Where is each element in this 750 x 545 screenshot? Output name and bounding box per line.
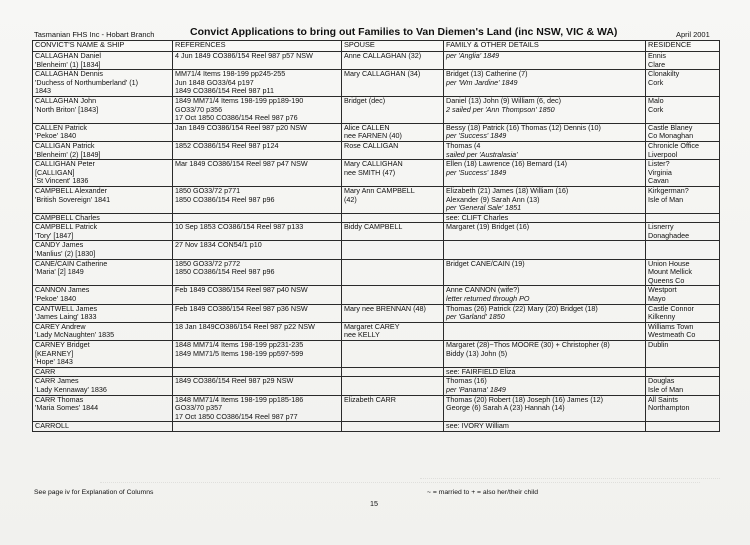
- residence-cell: [646, 141, 720, 159]
- cell-line: George (6) Sarah A (23) Hannah (14): [446, 403, 565, 413]
- cell-line: Mary CALLAGHAN (34): [344, 69, 421, 79]
- table-row: [33, 223, 720, 241]
- family-details-cell: [444, 259, 646, 286]
- spouse-cell: [342, 259, 444, 286]
- cell-line: Isle of Man: [648, 194, 684, 204]
- cell-line: CARR: [35, 367, 56, 376]
- cell-line: 1850 GO33/72 p771: [175, 186, 241, 195]
- references-cell: [173, 70, 342, 97]
- cell-line: [344, 377, 441, 386]
- table-row: [33, 341, 720, 368]
- cell-line: Liverpool: [648, 149, 678, 159]
- cell-line: MM71/4 Items 198-199 pp245-255: [175, 69, 286, 79]
- cell-line: Anne CANNON (wife?): [446, 285, 520, 295]
- convict-name-cell: [33, 259, 173, 286]
- cell-line: per 'Success' 1849: [446, 167, 507, 177]
- cell-line: [344, 368, 441, 377]
- references-cell: [173, 123, 342, 141]
- cell-line: CALLAGHAN Daniel: [35, 51, 101, 60]
- table-row: [33, 160, 720, 187]
- residence-cell: [646, 377, 720, 395]
- references-cell: [173, 367, 342, 377]
- cell-line: Westmeath Co: [648, 330, 696, 340]
- convict-name-cell: [33, 395, 173, 422]
- cell-line: Donaghadee: [648, 230, 690, 240]
- cell-line: Westport: [648, 285, 677, 295]
- family-details-cell: [444, 422, 646, 432]
- cell-line: 'British Sovereign' 1841: [35, 194, 111, 204]
- residence-cell: [646, 213, 720, 223]
- column-header: FAMILY & OTHER DETAILS: [444, 41, 646, 52]
- table-body: [33, 52, 720, 432]
- table-row: [33, 52, 720, 70]
- bleed-through-line: [100, 482, 700, 484]
- family-details-cell: [444, 286, 646, 304]
- family-details-cell: [444, 141, 646, 159]
- cell-line: see: FAIRFIELD Eliza: [446, 367, 516, 376]
- table-header-row: [33, 41, 720, 52]
- cell-line: Alexander (9) Sarah Ann (13): [446, 194, 540, 204]
- cell-line: [446, 241, 643, 250]
- cell-line: Elizabeth (21) James (18) William (16): [446, 186, 569, 195]
- spouse-cell: [342, 304, 444, 322]
- table-row: [33, 141, 720, 159]
- cell-line: nee KELLY: [344, 330, 380, 340]
- convict-name-cell: [33, 241, 173, 259]
- cell-line: see: IVORY William: [446, 421, 509, 431]
- cell-line: 1850 CO386/154 Reel 987 p96: [175, 267, 275, 277]
- cell-line: Mar 1849 CO386/154 Reel 987 p47 NSW: [175, 159, 308, 169]
- convict-name-cell: [33, 160, 173, 187]
- cell-line: 'Tory' [1847]: [35, 230, 74, 240]
- cell-line: Isle of Man: [648, 384, 684, 394]
- spouse-cell: [342, 395, 444, 422]
- cell-line: 17 Oct 1850 CO386/154 Reel 987 p77: [175, 411, 298, 421]
- spouse-cell: [342, 223, 444, 241]
- family-details-cell: [444, 341, 646, 368]
- cell-line: 'St Vincent' 1836: [35, 176, 89, 186]
- cell-line: 'Maria Somes' 1844: [35, 403, 99, 413]
- references-cell: [173, 304, 342, 322]
- cell-line: CAMPBELL Charles: [35, 213, 100, 222]
- residence-cell: [646, 322, 720, 340]
- cell-line: CAMPBELL Patrick: [35, 222, 98, 232]
- references-cell: [173, 377, 342, 395]
- table-row: [33, 123, 720, 141]
- cell-line: 1849 MM71/4 Items 198-199 pp189-190: [175, 96, 304, 105]
- convict-name-cell: [33, 223, 173, 241]
- references-cell: [173, 259, 342, 286]
- convict-name-cell: [33, 304, 173, 322]
- cell-line: CARR Thomas: [35, 395, 84, 404]
- cell-line: 10 Sep 1853 CO386/154 Reel 987 p133: [175, 222, 304, 232]
- cell-line: Cavan: [648, 176, 669, 186]
- cell-line: 1850 CO386/154 Reel 987 p96: [175, 194, 275, 204]
- family-details-cell: [444, 160, 646, 187]
- family-details-cell: [444, 322, 646, 340]
- residence-cell: [646, 160, 720, 187]
- cell-line: CAMPBELL Alexander: [35, 186, 108, 195]
- table-row: [33, 304, 720, 322]
- cell-line: 27 Nov 1834 CON54/1 p10: [175, 240, 262, 250]
- cell-line: [344, 214, 441, 223]
- cell-line: Jan 1849 CO386/154 Reel 987 p20 NSW: [175, 123, 307, 132]
- cell-line: 'Hope' 1843: [35, 357, 73, 367]
- spouse-cell: [342, 367, 444, 377]
- cell-line: Co Monaghan: [648, 131, 694, 141]
- references-cell: [173, 341, 342, 368]
- cell-line: [175, 422, 339, 431]
- cell-line: 'Maria' [2] 1849: [35, 267, 84, 277]
- cell-line: Feb 1849 CO386/154 Reel 987 p40 NSW: [175, 285, 308, 295]
- convict-name-cell: [33, 123, 173, 141]
- cell-line: Lisnerry: [648, 222, 674, 232]
- cell-line: [175, 368, 339, 377]
- residence-cell: [646, 422, 720, 432]
- cell-line: CARNEY Bridget: [35, 340, 90, 349]
- cell-line: All Saints: [648, 395, 678, 404]
- residence-cell: [646, 96, 720, 123]
- cell-line: Kilkenny: [648, 312, 676, 322]
- family-details-cell: [444, 96, 646, 123]
- family-details-cell: [444, 70, 646, 97]
- cell-line: 1849 MM71/5 Items 198-199 pp597-599: [175, 348, 304, 358]
- residence-cell: [646, 259, 720, 286]
- convict-name-cell: [33, 213, 173, 223]
- footer-note: See page iv for Explanation of Columns: [34, 489, 154, 496]
- convict-name-cell: [33, 422, 173, 432]
- cell-line: [CALLIGAN]: [35, 167, 75, 177]
- cell-line: 'Pekoe' 1840: [35, 131, 77, 141]
- column-header: REFERENCES: [173, 41, 342, 52]
- cell-line: Alice CALLEN: [344, 123, 390, 132]
- cell-line: GO33/70 p357: [175, 403, 223, 413]
- cell-line: 'Lady McNaughten' 1835: [35, 330, 115, 340]
- cell-line: letter returned through PO: [446, 294, 530, 304]
- cell-line: CARROLL: [35, 421, 69, 431]
- cell-line: Biddy (13) John (5): [446, 348, 508, 358]
- cell-line: Daniel (13) John (9) William (6, dec): [446, 96, 562, 105]
- cell-line: Lister?: [648, 159, 670, 169]
- spouse-cell: [342, 213, 444, 223]
- cell-line: sailed per 'Australasia': [446, 149, 518, 159]
- residence-cell: [646, 52, 720, 70]
- references-cell: [173, 96, 342, 123]
- cell-line: Mary Ann CAMPBELL: [344, 186, 415, 195]
- cell-line: 4 Jun 1849 CO386/154 Reel 987 p57 NSW: [175, 51, 313, 60]
- family-details-cell: [444, 52, 646, 70]
- cell-line: 1848 MM71/4 Items 198-199 pp185-186: [175, 395, 304, 404]
- cell-line: Ellen (18) Lawrence (16) Bernard (14): [446, 159, 568, 169]
- cell-line: Bessy (18) Patrick (16) Thomas (12) Dennis (10): [446, 123, 601, 132]
- spouse-cell: [342, 377, 444, 395]
- cell-line: Feb 1849 CO386/154 Reel 987 p36 NSW: [175, 304, 308, 313]
- table-row: [33, 367, 720, 377]
- references-cell: [173, 223, 342, 241]
- cell-line: 'James Laing' 1833: [35, 312, 97, 322]
- table-row: [33, 241, 720, 259]
- cell-line: 2 sailed per 'Ann Thompson' 1850: [446, 104, 555, 114]
- cell-line: per 'Anglia' 1849: [446, 51, 500, 60]
- cell-line: [344, 260, 441, 269]
- convict-name-cell: [33, 52, 173, 70]
- references-cell: [173, 322, 342, 340]
- convict-name-cell: [33, 70, 173, 97]
- family-details-cell: [444, 213, 646, 223]
- cell-line: 'Blenheim' (2) [1849]: [35, 149, 101, 159]
- cell-line: nee FARNEN (40): [344, 131, 402, 141]
- cell-line: [344, 286, 441, 295]
- cell-line: Clonakilty: [648, 69, 680, 79]
- references-cell: [173, 186, 342, 213]
- footer-legend: ~ = married to + = also her/their child: [427, 489, 539, 496]
- cell-line: Williams Town: [648, 322, 694, 331]
- references-cell: [173, 141, 342, 159]
- convict-name-cell: [33, 367, 173, 377]
- cell-line: CALLAGHAN Dennis: [35, 69, 103, 79]
- spouse-cell: [342, 123, 444, 141]
- cell-line: Margaret (19) Bridget (16): [446, 222, 530, 232]
- cell-line: Cork: [648, 77, 664, 87]
- spouse-cell: [342, 141, 444, 159]
- cell-line: CANDY James: [35, 240, 84, 250]
- cell-line: see: CLIFT Charles: [446, 213, 509, 222]
- family-details-cell: [444, 367, 646, 377]
- cell-line: Mount Mellick: [648, 267, 692, 277]
- cell-line: [648, 368, 717, 377]
- cell-line: Margaret CAREY: [344, 322, 400, 331]
- bleed-through-line: [420, 478, 720, 480]
- cell-line: Clare: [648, 59, 666, 69]
- references-cell: [173, 395, 342, 422]
- family-details-cell: [444, 377, 646, 395]
- cell-line: 1849 CO386/154 Reel 987 p29 NSW: [175, 376, 294, 386]
- cell-line: Bridget CANE/CAIN (19): [446, 259, 525, 268]
- references-cell: [173, 286, 342, 304]
- column-header: CONVICT'S NAME & SHIP: [33, 41, 173, 52]
- table-row: [33, 259, 720, 286]
- cell-line: [175, 214, 339, 223]
- cell-line: 1849 CO386/154 Reel 987 p11: [175, 86, 274, 96]
- residence-cell: [646, 186, 720, 213]
- cell-line: CALLEN Patrick: [35, 123, 87, 132]
- cell-line: CALLAGHAN John: [35, 96, 97, 105]
- cell-line: per 'Wm Jardine' 1849: [446, 77, 518, 87]
- spouse-cell: [342, 70, 444, 97]
- cell-line: 'North Briton' [1843]: [35, 104, 99, 114]
- cell-line: (42): [344, 194, 357, 204]
- residence-cell: [646, 304, 720, 322]
- spouse-cell: [342, 286, 444, 304]
- family-details-cell: [444, 186, 646, 213]
- cell-line: Margaret (28)~Thos MOORE (30) + Christopher (8): [446, 340, 610, 349]
- cell-line: 'Pekoe' 1840: [35, 294, 77, 304]
- cell-line: Thomas (16): [446, 376, 487, 386]
- convict-name-cell: [33, 286, 173, 304]
- table-row: [33, 213, 720, 223]
- cell-line: 'Duchess of Northumberland' (1): [35, 77, 139, 87]
- residence-cell: [646, 123, 720, 141]
- cell-line: per 'Panama' 1849: [446, 384, 506, 394]
- table-row: [33, 186, 720, 213]
- cell-line: 'Manlius' (2) [1830]: [35, 249, 96, 259]
- convict-name-cell: [33, 341, 173, 368]
- cell-line: Kirkgerman?: [648, 186, 689, 195]
- references-cell: [173, 213, 342, 223]
- cell-line: Thomas (4: [446, 141, 481, 150]
- family-details-cell: [444, 223, 646, 241]
- cell-line: Chronicle Office: [648, 141, 700, 150]
- cell-line: 1848 MM71/4 Items 198-199 pp231-235: [175, 340, 304, 349]
- table-row: [33, 96, 720, 123]
- table-row: [33, 322, 720, 340]
- cell-line: [446, 323, 643, 332]
- publication-date: April 2001: [676, 30, 710, 39]
- cell-line: Bridget (13) Catherine (7): [446, 69, 528, 79]
- residence-cell: [646, 341, 720, 368]
- convict-name-cell: [33, 322, 173, 340]
- residence-cell: [646, 70, 720, 97]
- page-title: Convict Applications to bring out Families to Van Diemen's Land (inc NSW, VIC & WA): [190, 26, 618, 38]
- table-row: [33, 422, 720, 432]
- cell-line: Dublin: [648, 340, 669, 349]
- family-details-cell: [444, 123, 646, 141]
- cell-line: Biddy CAMPBELL: [344, 222, 403, 232]
- convict-name-cell: [33, 96, 173, 123]
- residence-cell: [646, 286, 720, 304]
- references-cell: [173, 52, 342, 70]
- cell-line: Union House: [648, 259, 690, 268]
- cell-line: Rose CALLIGAN: [344, 141, 399, 150]
- cell-line: Douglas: [648, 376, 675, 386]
- references-cell: [173, 422, 342, 432]
- residence-cell: [646, 223, 720, 241]
- cell-line: [648, 422, 717, 431]
- spouse-cell: [342, 186, 444, 213]
- spouse-cell: [342, 322, 444, 340]
- cell-line: Castle Blaney: [648, 123, 693, 132]
- convict-name-cell: [33, 141, 173, 159]
- table-row: [33, 395, 720, 422]
- references-cell: [173, 241, 342, 259]
- cell-line: Ennis: [648, 51, 666, 60]
- cell-line: per 'Success' 1849: [446, 131, 507, 141]
- cell-line: [648, 214, 717, 223]
- cell-line: per 'General Sale' 1851: [446, 203, 522, 213]
- cell-line: 1843: [35, 86, 51, 96]
- residence-cell: [646, 241, 720, 259]
- cell-line: [648, 241, 717, 250]
- convict-applications-table: [32, 40, 720, 432]
- family-details-cell: [444, 241, 646, 259]
- cell-line: [KEARNEY]: [35, 348, 74, 358]
- cell-line: CALLIGHAN Peter: [35, 159, 95, 169]
- family-details-cell: [444, 304, 646, 322]
- cell-line: 1852 CO386/154 Reel 987 p124: [175, 141, 279, 150]
- cell-line: [344, 422, 441, 431]
- cell-line: 'Lady Kennaway' 1836: [35, 384, 107, 394]
- cell-line: Bridget (dec): [344, 96, 386, 105]
- cell-line: CALLIGAN Patrick: [35, 141, 95, 150]
- cell-line: Castle Connor: [648, 304, 694, 313]
- cell-line: Anne CALLAGHAN (32): [344, 51, 422, 60]
- cell-line: Thomas (20) Robert (18) Joseph (16) James (12): [446, 395, 603, 404]
- cell-line: 18 Jan 1849CO386/154 Reel 987 p22 NSW: [175, 322, 315, 331]
- cell-line: per 'Garland' 1850: [446, 312, 505, 322]
- cell-line: 'Blenheim' (1) [1834]: [35, 59, 101, 69]
- cell-line: Northampton: [648, 403, 690, 413]
- spouse-cell: [342, 341, 444, 368]
- cell-line: Mary CALLIGHAN: [344, 159, 403, 169]
- cell-line: [344, 241, 441, 250]
- spouse-cell: [342, 96, 444, 123]
- cell-line: Elizabeth CARR: [344, 395, 396, 404]
- cell-line: nee SMITH (47): [344, 167, 396, 177]
- cell-line: Jun 1848 GO33/64 p197: [175, 77, 254, 87]
- cell-line: CANE/CAIN Catherine: [35, 259, 108, 268]
- cell-line: 1850 GO33/72 p772: [175, 259, 241, 268]
- residence-cell: [646, 395, 720, 422]
- convict-name-cell: [33, 377, 173, 395]
- page-number: 15: [370, 499, 378, 508]
- cell-line: Thomas (26) Patrick (22) Mary (20) Bridget (18): [446, 304, 598, 313]
- publisher-label: Tasmanian FHS Inc - Hobart Branch: [34, 30, 155, 39]
- spouse-cell: [342, 241, 444, 259]
- convict-name-cell: [33, 186, 173, 213]
- residence-cell: [646, 367, 720, 377]
- cell-line: [344, 341, 441, 350]
- references-cell: [173, 160, 342, 187]
- table-row: [33, 286, 720, 304]
- spouse-cell: [342, 160, 444, 187]
- column-header: SPOUSE: [342, 41, 444, 52]
- cell-line: Queens Co: [648, 275, 685, 285]
- cell-line: CANNON James: [35, 285, 90, 295]
- cell-line: Cork: [648, 104, 664, 114]
- cell-line: Mayo: [648, 294, 666, 304]
- family-details-cell: [444, 395, 646, 422]
- cell-line: CARR James: [35, 376, 79, 386]
- cell-line: Malo: [648, 96, 664, 105]
- cell-line: CAREY Andrew: [35, 322, 86, 331]
- cell-line: Virginia: [648, 167, 672, 177]
- spouse-cell: [342, 52, 444, 70]
- cell-line: GO33/70 p356: [175, 104, 223, 114]
- cell-line: CANTWELL James: [35, 304, 98, 313]
- spouse-cell: [342, 422, 444, 432]
- table-row: [33, 377, 720, 395]
- table-row: [33, 70, 720, 97]
- cell-line: Mary nee BRENNAN (48): [344, 304, 426, 313]
- column-header: RESIDENCE: [646, 41, 720, 52]
- cell-line: 17 Oct 1850 CO386/154 Reel 987 p76: [175, 113, 298, 123]
